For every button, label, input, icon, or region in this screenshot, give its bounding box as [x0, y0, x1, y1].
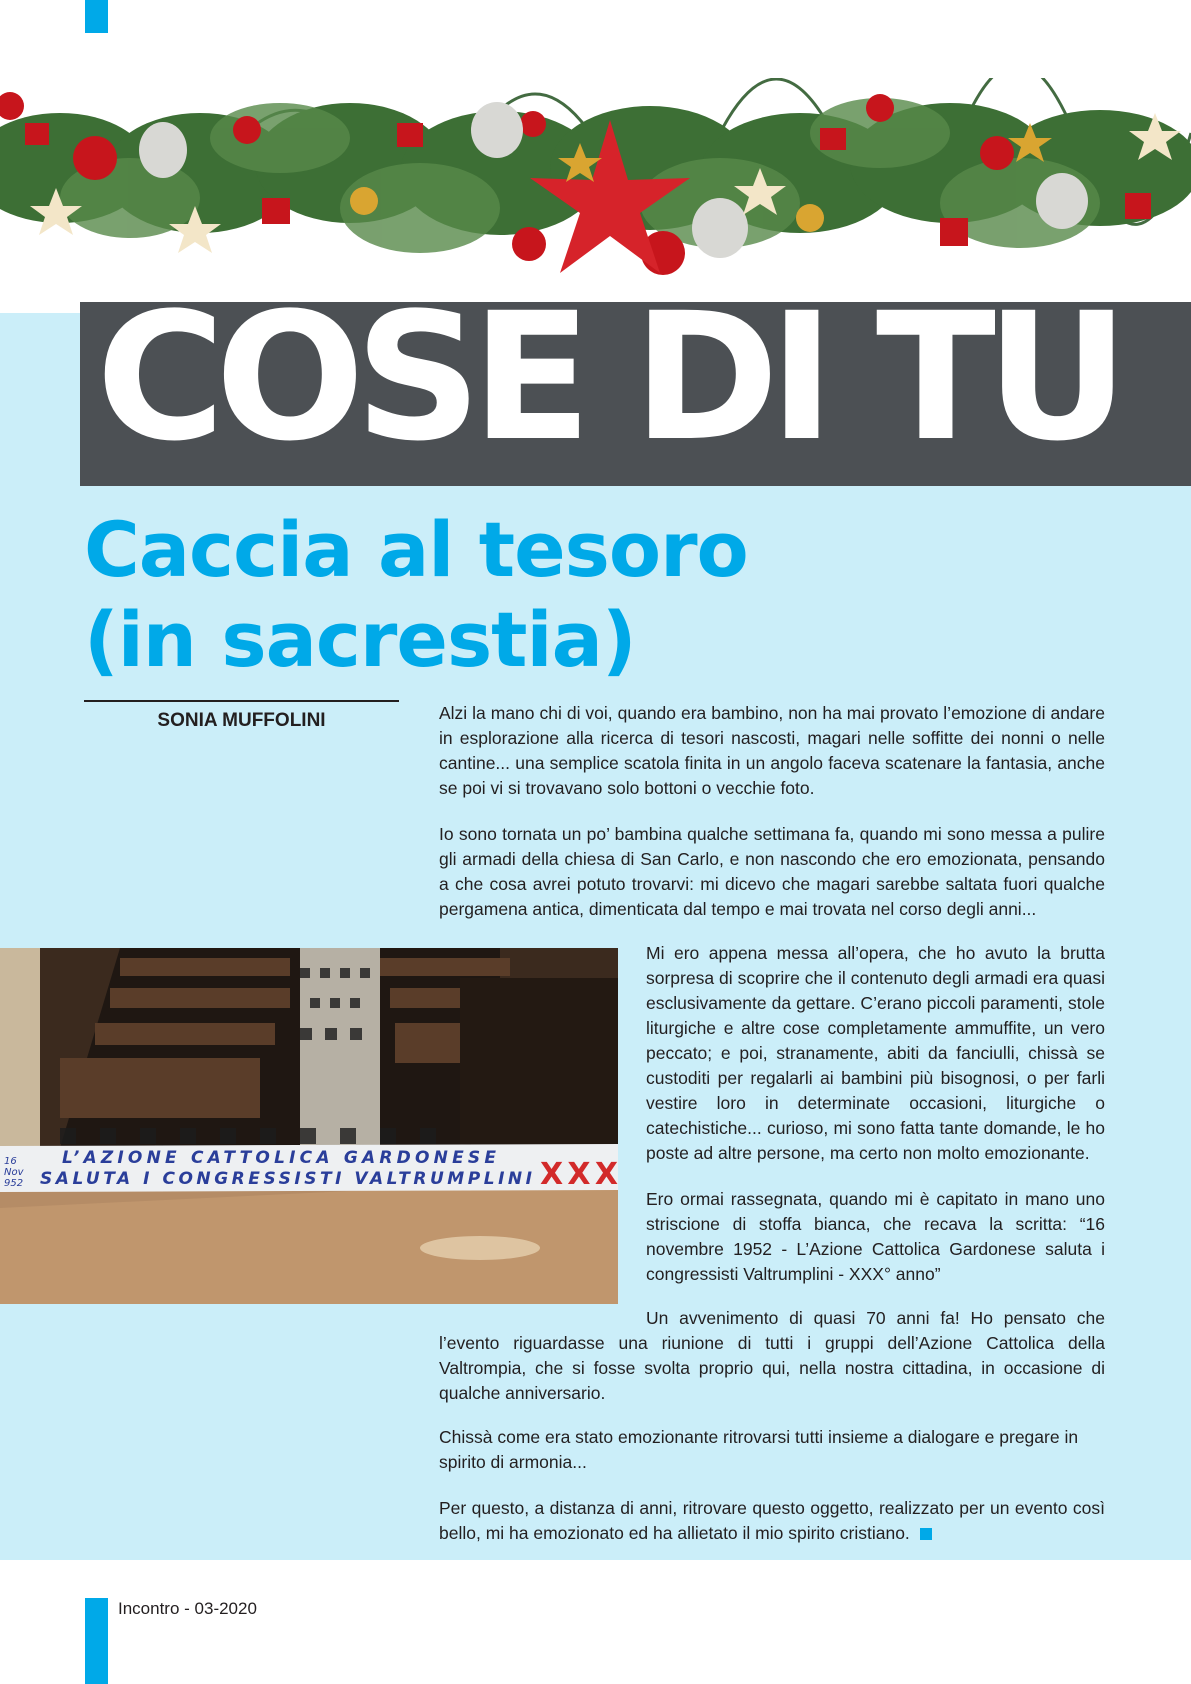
bottom-accent-tab — [85, 1598, 108, 1684]
church-banner-photo — [0, 948, 618, 1304]
article-title-line2: (in sacrestia) — [84, 595, 636, 684]
end-of-article-icon — [920, 1528, 932, 1540]
banner-numeral: XXX — [540, 1157, 618, 1192]
banner-text-line2: SALUTA I CONGRESSISTI VALTRUMPLINI — [40, 1169, 532, 1189]
section-header-band — [80, 302, 1191, 486]
article-paragraph: Io sono tornata un po’ bambina qualche settimana fa, quando mi sono messa a pulire gli armadi della chiesa di San Carlo, e non nascondo che ero emozionata, pensando a che cosa avrei potuto trovarvi: mi dicevo che magari sarebbe saltata fuori qualche pergamena antica, dimenticata dal tempo e mai trovata nel corso degli anni... — [439, 824, 1105, 919]
article-paragraph: Chissà come era stato emozionante ritrovarsi tutti insieme a dialogare e pregare in spirito di armonia... — [439, 1427, 1079, 1472]
top-accent-tab — [85, 0, 108, 33]
section-header-text: COSE DI TU — [96, 302, 1119, 480]
article-paragraph: Alzi la mano chi di voi, quando era bambino, non ha mai provato l’emozione di andare in esplorazione alla ricerca di tesori nascosti, magari nelle soffitte dei nonni o nelle cantine... una semplice scatola finita in un angolo faceva scatenare la fantasia, anche se poi vi si trovavano solo bottoni o vecchie foto. — [439, 703, 1105, 798]
page-footer: Incontro - 03-2020 — [118, 1599, 257, 1618]
article-closing-paragraph — [439, 1496, 1105, 1546]
article-title-line1: Caccia al tesoro — [84, 505, 748, 594]
christmas-garland-image — [0, 78, 1191, 293]
byline-rule — [84, 700, 399, 702]
banner-date-text: 16 — [4, 1156, 17, 1167]
article-title — [84, 505, 784, 685]
banner-text-line1: L’AZIONE CATTOLICA GARDONESE — [62, 1148, 496, 1168]
article-paragraph: Un avvenimento di quasi 70 anni fa! Ho pensato che l’evento riguardasse una riunione di tutti i gruppi dell’Azione Cattolica della Valtrompia, che si fosse svolta proprio qui, nella nostra cittadina, in occasione di qualche anniversario. — [439, 1308, 1105, 1403]
article-paragraph: Ero ormai rassegnata, quando mi è capitato in mano uno striscione di stoffa bianca, che recava la scritta: “16 novembre 1952 - L’Azione Cattolica Gardonese saluta i congressisti Valtrumplini - XXX° anno” — [646, 1189, 1105, 1284]
article-paragraph: Mi ero appena messa all’opera, che ho avuto la brutta sorpresa di scoprire che il contenuto degli armadi era quasi esclusivamente da gettare. C’erano piccoli paramenti, stole liturgiche e altre cose completamente ammuffite, un vero peccato; e poi, stranamente, abiti da fanciulli, chissà se custoditi per regalarli ai bambini più bisognosi, o per farli vestire loro in determinate occasioni, liturgiche o catechistiche... curioso, mi sono fatta tante domande, le ho poste ad altre persone, ma certo non molto emozionante. — [646, 943, 1105, 1163]
article-paragraph: Per questo, a distanza di anni, ritrovare questo oggetto, realizzato per un evento così bello, mi ha emozionato ed ha allietato il mio spirito cristiano. — [439, 1498, 1105, 1543]
banner-date-text: Nov — [4, 1167, 24, 1178]
banner-date-text: 952 — [4, 1178, 24, 1189]
author-byline: SONIA MUFFOLINI — [157, 710, 326, 731]
